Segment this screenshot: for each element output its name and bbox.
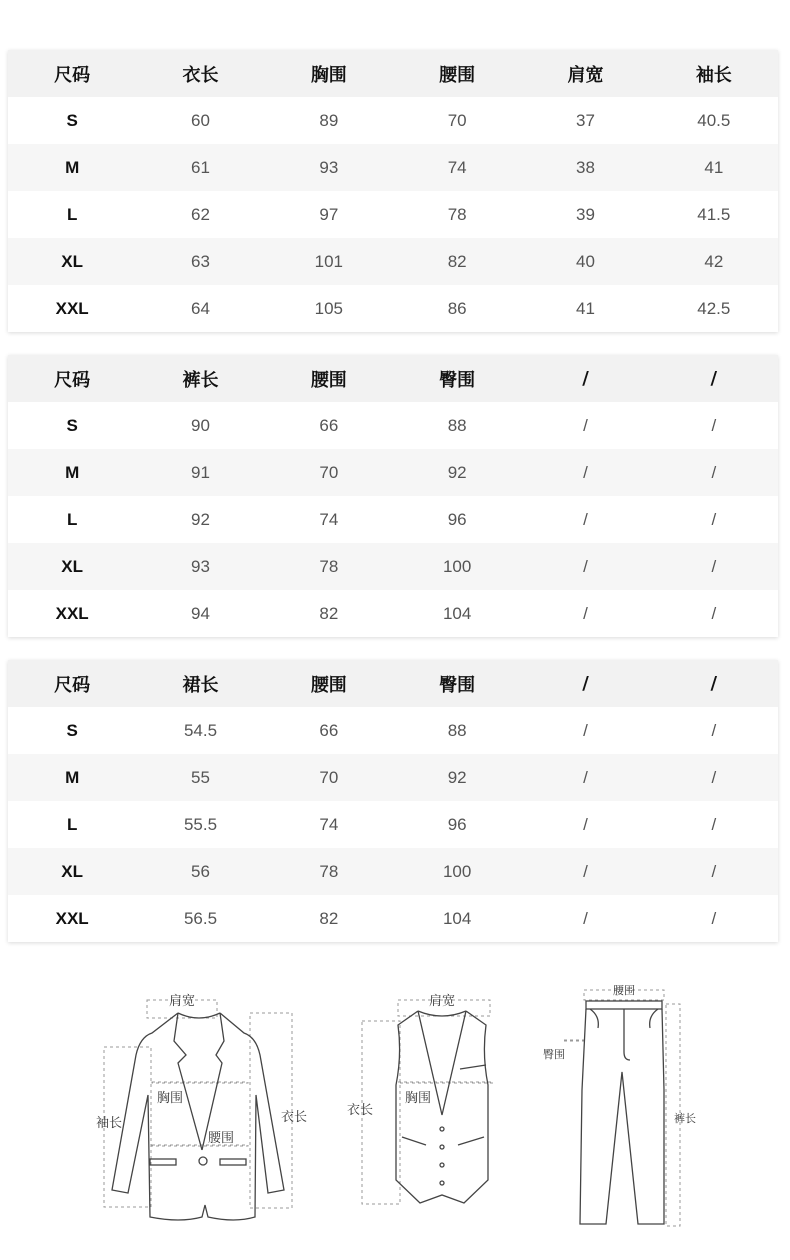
table-row: [8, 238, 778, 285]
table-row: [8, 144, 778, 191]
vest-length-label: 衣长: [346, 1103, 374, 1118]
table-row: [8, 496, 778, 543]
jacket-button: [199, 1157, 207, 1165]
table-row: [8, 97, 778, 144]
table-header-row: [8, 50, 778, 97]
table-cell: 93: [265, 144, 393, 191]
vest-button-4: [440, 1181, 444, 1185]
vest-chest-label: 胸围: [404, 1091, 432, 1106]
table-cell: 74: [393, 144, 521, 191]
size-cell: XL: [8, 543, 136, 590]
pants-pocket-left: [590, 1009, 598, 1028]
pants-measurement-diagram: [540, 980, 710, 1235]
table-cell: 61: [136, 144, 264, 191]
header-cell: 袖长: [650, 50, 778, 97]
table-cell: 97: [319, 204, 339, 224]
table-cell: 78: [447, 204, 467, 224]
size-cell: M: [8, 754, 136, 801]
table-cell: 70: [265, 449, 393, 496]
header-cell: 肩宽: [521, 50, 649, 97]
table-cell: 74: [319, 509, 339, 529]
table-cell: 92: [393, 754, 521, 801]
table-cell: /: [521, 848, 649, 895]
jacket-chest-label: 胸围: [156, 1091, 184, 1106]
table-cell: 74: [319, 814, 339, 834]
pants-pocket-right: [650, 1009, 658, 1028]
table-cell: 54.5: [183, 720, 218, 740]
jacket-sleeve-label: 袖长: [95, 1116, 123, 1131]
table-cell: 64: [191, 298, 210, 318]
table-cell: 104: [442, 908, 472, 928]
jacket-outline: [112, 1013, 284, 1220]
table-cell: 56: [136, 848, 264, 895]
header-cell: 尺码: [8, 50, 136, 97]
table-cell: 70: [447, 110, 467, 130]
table-cell: /: [711, 415, 717, 435]
table-row: [8, 590, 778, 637]
size-cell: S: [66, 720, 78, 740]
table-cell: /: [583, 603, 588, 623]
table-cell: 41.5: [697, 204, 731, 224]
table-cell: 105: [314, 298, 343, 318]
jacket-pocket-left: [150, 1159, 176, 1165]
table-cell: 66: [319, 720, 339, 740]
vest-pocket-right: [458, 1137, 484, 1145]
header-cell: /: [521, 355, 649, 402]
table-cell: 78: [265, 848, 393, 895]
pants-fly: [624, 1009, 630, 1060]
pants-outline: [580, 1009, 664, 1224]
table-cell: 55.5: [183, 814, 218, 834]
size-cell: XXL: [55, 603, 89, 623]
table-cell: /: [521, 449, 649, 496]
pants-size-table: [8, 355, 778, 637]
header-cell: /: [521, 660, 649, 707]
table-cell: 91: [136, 449, 264, 496]
table-cell: 78: [265, 543, 393, 590]
table-row: [8, 895, 778, 942]
vest-collar: [418, 1011, 466, 1016]
table-cell: 92: [191, 509, 210, 529]
table-cell: 101: [265, 238, 393, 285]
table-cell: 93: [136, 543, 264, 590]
jacket-collar: [178, 1013, 220, 1018]
table-cell: /: [583, 720, 588, 740]
pants-waistband: [586, 1001, 662, 1009]
jacket-waist-label: 腰围: [207, 1131, 235, 1146]
table-cell: 104: [442, 603, 472, 623]
table-cell: /: [711, 814, 717, 834]
table-cell: 38: [521, 144, 649, 191]
table-cell: /: [650, 449, 778, 496]
size-cell: L: [66, 204, 78, 224]
size-cell: XXL: [55, 908, 89, 928]
table-cell: 88: [447, 720, 467, 740]
table-cell: 100: [393, 543, 521, 590]
table-cell: 37: [576, 110, 595, 130]
header-cell: 臀围: [393, 355, 521, 402]
table-row: [8, 543, 778, 590]
jacket-length-label: 衣长: [280, 1110, 308, 1125]
table-cell: 94: [191, 603, 210, 623]
header-cell: 尺码: [8, 355, 136, 402]
table-cell: 82: [319, 908, 339, 928]
size-cell: M: [8, 449, 136, 496]
size-cell: XL: [8, 848, 136, 895]
size-cell: XXL: [55, 298, 89, 318]
header-cell: 尺码: [8, 660, 136, 707]
header-cell: 腰围: [393, 50, 521, 97]
size-cell: L: [66, 509, 78, 529]
header-cell: 衣长: [136, 50, 264, 97]
table-cell: 60: [191, 110, 210, 130]
table-cell: 55: [136, 754, 264, 801]
jacket-size-table: [8, 50, 778, 332]
table-row: [8, 285, 778, 332]
table-row: [8, 402, 778, 449]
header-cell: 胸围: [265, 50, 393, 97]
table-cell: /: [521, 754, 649, 801]
table-cell: /: [583, 509, 588, 529]
vest-shoulder-label: 肩宽: [428, 994, 456, 1009]
vest-outline: [396, 1011, 488, 1203]
vest-chest-guide: [398, 1082, 493, 1083]
size-cell: XL: [8, 238, 136, 285]
table-row: [8, 191, 778, 238]
table-header-row: [8, 660, 778, 707]
table-cell: 96: [447, 814, 467, 834]
table-cell: 56.5: [183, 908, 218, 928]
table-cell: /: [711, 720, 717, 740]
table-cell: /: [583, 908, 588, 928]
table-cell: /: [583, 415, 588, 435]
table-cell: 62: [191, 204, 210, 224]
skirt-size-table: [8, 660, 778, 942]
header-cell: 裤长: [136, 355, 264, 402]
header-cell: 臀围: [393, 660, 521, 707]
table-cell: 39: [576, 204, 595, 224]
table-row: [8, 707, 778, 754]
size-cell: L: [66, 814, 78, 834]
jacket-shoulder-label: 肩宽: [168, 994, 196, 1009]
pants-hip-guide: [564, 1040, 586, 1041]
table-cell: 66: [319, 415, 339, 435]
table-cell: /: [711, 908, 717, 928]
header-cell: 腰围: [265, 355, 393, 402]
table-cell: /: [521, 543, 649, 590]
pants-waist-label: 腰围: [613, 984, 635, 997]
table-cell: 42: [650, 238, 778, 285]
header-cell: 裙长: [136, 660, 264, 707]
vest-button-3: [440, 1163, 444, 1167]
table-cell: 89: [319, 110, 339, 130]
header-cell: /: [650, 355, 778, 402]
table-row: [8, 754, 778, 801]
table-cell: 82: [319, 603, 339, 623]
size-cell: S: [66, 110, 78, 130]
table-cell: 40: [521, 238, 649, 285]
table-cell: 88: [447, 415, 467, 435]
jacket-chest-guide: [152, 1082, 248, 1083]
table-cell: 92: [393, 449, 521, 496]
size-cell: M: [8, 144, 136, 191]
table-cell: 42.5: [697, 298, 731, 318]
vest-pocket-chest: [460, 1065, 486, 1069]
vest-button-1: [440, 1127, 444, 1131]
size-cell: S: [66, 415, 78, 435]
vest-button-2: [440, 1145, 444, 1149]
table-cell: 41: [576, 298, 595, 318]
table-cell: /: [650, 754, 778, 801]
table-cell: /: [650, 848, 778, 895]
jacket-measurement-diagram: [90, 985, 320, 1230]
vest-measurement-diagram: [340, 985, 510, 1220]
table-cell: /: [583, 814, 588, 834]
table-cell: 100: [393, 848, 521, 895]
table-cell: 40.5: [697, 110, 731, 130]
table-header-row: [8, 355, 778, 402]
table-row: [8, 449, 778, 496]
table-cell: 41: [650, 144, 778, 191]
table-row: [8, 848, 778, 895]
table-cell: /: [711, 603, 717, 623]
pants-length-label: 裤长: [674, 1112, 696, 1125]
vest-pocket-left: [402, 1137, 426, 1145]
table-row: [8, 801, 778, 848]
table-cell: 70: [265, 754, 393, 801]
jacket-pocket-right: [220, 1159, 246, 1165]
table-cell: 90: [191, 415, 210, 435]
header-cell: /: [650, 660, 778, 707]
table-cell: /: [711, 509, 717, 529]
table-cell: 63: [136, 238, 264, 285]
table-cell: 82: [393, 238, 521, 285]
table-cell: /: [650, 543, 778, 590]
header-cell: 腰围: [265, 660, 393, 707]
table-cell: 86: [447, 298, 467, 318]
table-cell: 96: [447, 509, 467, 529]
pants-hip-label: 臀围: [543, 1048, 565, 1061]
